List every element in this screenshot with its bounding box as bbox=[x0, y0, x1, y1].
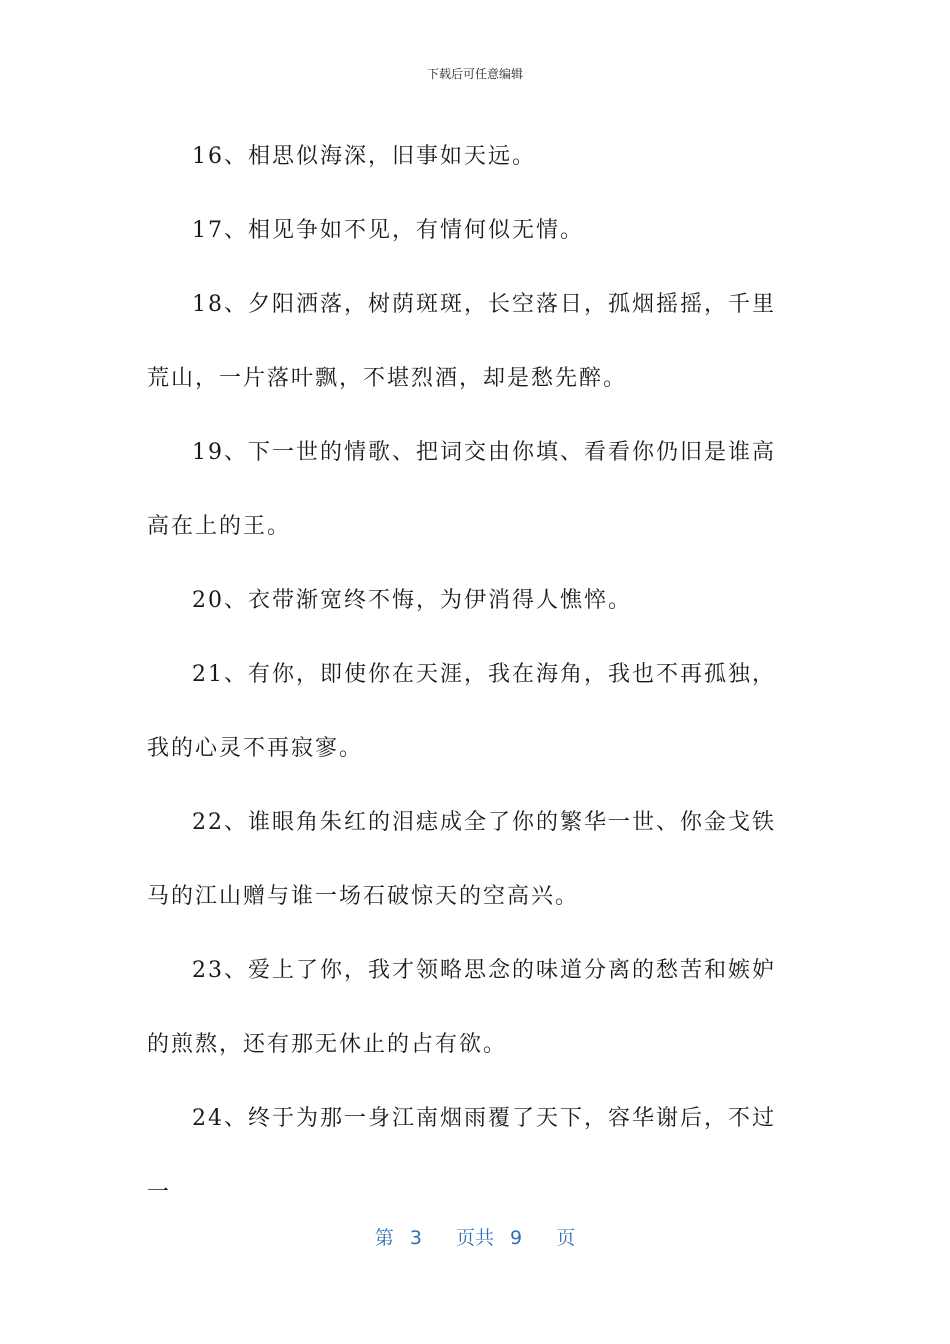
paragraph-22: 22、谁眼角朱红的泪痣成全了你的繁华一世、你金戈铁马的江山赠与谁一场石破惊天的空高兴。 bbox=[147, 810, 776, 909]
paragraph-18: 18、夕阳洒落，树荫斑斑，长空落日，孤烟摇摇，千里荒山，一片落叶飘，不堪烈酒，却是愁先醉。 bbox=[147, 292, 776, 391]
total-page-number: 9 bbox=[510, 1227, 523, 1249]
paragraph-17: 17、相见争如不见，有情何似无情。 bbox=[192, 218, 584, 243]
paragraph-21: 21、有你，即使你在天涯，我在海角，我也不再孤独，我的心灵不再寂寥。 bbox=[147, 662, 776, 761]
paragraph-19: 19、下一世的情歌、把词交由你填、看看你仍旧是谁高高在上的王。 bbox=[147, 440, 776, 539]
page-header: 下载后可任意编辑 bbox=[426, 67, 523, 81]
page-number-suffix: 页 bbox=[556, 1227, 576, 1249]
current-page-number: 3 bbox=[409, 1227, 422, 1249]
paragraph-23: 23、爱上了你，我才领略思念的味道分离的愁苦和嫉妒的煎熬，还有那无休止的占有欲。 bbox=[147, 958, 776, 1057]
paragraph-24: 24、终于为那一身江南烟雨覆了天下，容华谢后，不过一 bbox=[147, 1106, 776, 1205]
paragraph-16: 16、相思似海深，旧事如天远。 bbox=[192, 144, 536, 169]
page-footer bbox=[0, 1226, 950, 1250]
page-number-middle: 页共 bbox=[455, 1227, 494, 1249]
document-body bbox=[147, 120, 792, 1230]
page-number-prefix: 第 bbox=[374, 1227, 394, 1249]
paragraph-20: 20、衣带渐宽终不悔，为伊消得人憔悴。 bbox=[192, 588, 632, 613]
